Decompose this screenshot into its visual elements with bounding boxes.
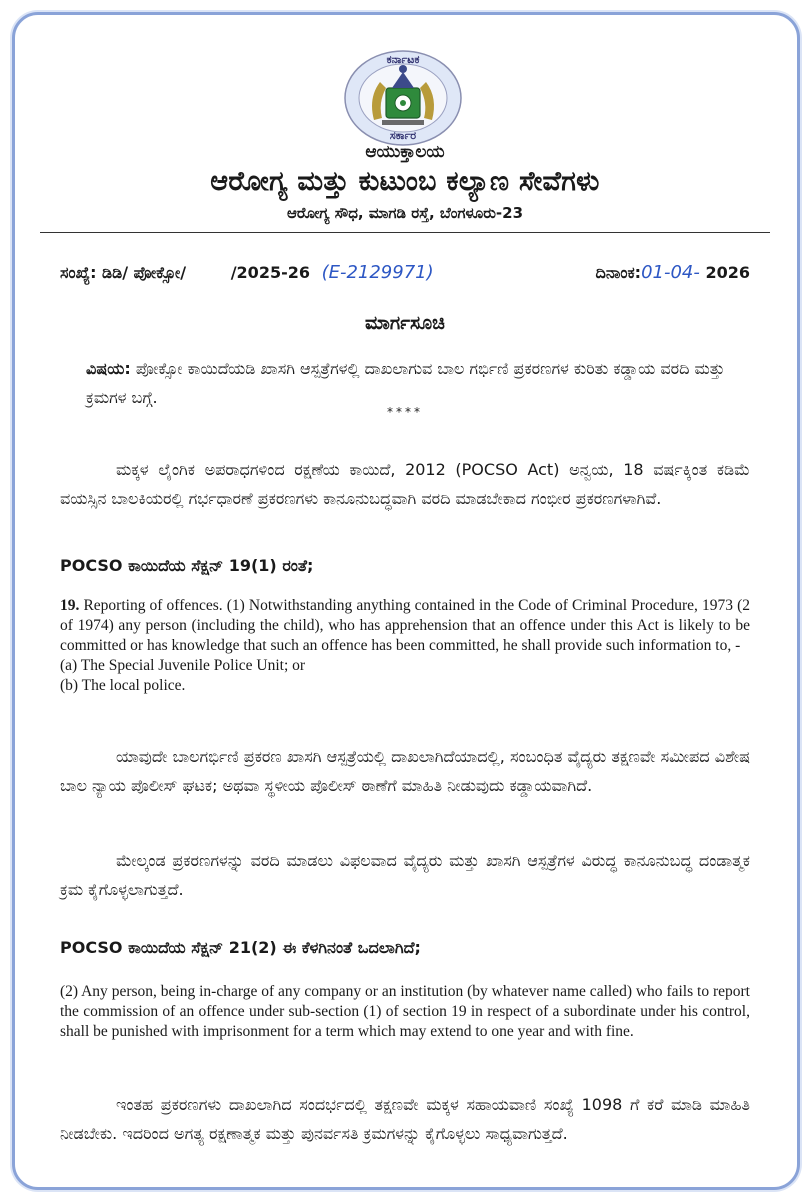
section-19-heading: POCSO ಕಾಯಿದೆಯ ಸೆಕ್ಷನ್ 19(1) ರಂತೆ; [60, 556, 314, 575]
subject-text: ಪೋಕ್ಸೋ ಕಾಯಿದೆಯಡಿ ಖಾಸಗಿ ಆಸ್ಪತ್ರೆಗಳಲ್ಲಿ ದಾಖಲಾಗುವ ಬಾಲ ಗರ್ಭಿಣಿ ಪ್ರಕರಣಗಳ ಕುರಿತು ಕಡ್ಡಾಯ ವರದಿ ಮತ್ತು ಕ್ರಮಗಳ ಬಗ್ಗೆ. [86, 359, 725, 407]
karnataka-emblem-icon [342, 48, 464, 148]
date-label: ದಿನಾಂಕ: [595, 263, 642, 282]
section-19-item-b: (b) The local police. [60, 677, 186, 694]
emblem-text-top: ಕರ್ನಾಟಕ [386, 53, 420, 66]
emblem-text-bottom: ಸರ್ಕಾರ [389, 129, 417, 142]
document-title: ಮಾರ್ಗಸೂಚಿ [365, 312, 445, 334]
section-19-text [60, 596, 750, 696]
office-name: ಆಯುಕ್ತಾಲಯ [365, 142, 445, 162]
office-address: ಆರೋಗ್ಯ ಸೌಧ, ಮಾಗಡಿ ರಸ್ತೆ, ಬೆಂಗಳೂರು-23 [286, 204, 524, 222]
section-21-text: (2) Any person, being in-charge of any company or an institution (by whatever name called) who fails to report the commission of an offence under sub-section (1) of section 19 in respect of a subordinate under his control, shall be punished with imprisonment for a term which may extend to one year and with fine. [60, 983, 750, 1040]
subject-separator: **** [387, 405, 423, 419]
paragraph-penalty: ಮೇಲ್ಕಂಡ ಪ್ರಕರಣಗಳನ್ನು ವರದಿ ಮಾಡಲು ವಿಫಲವಾದ ವೈದ್ಯರು ಮತ್ತು ಖಾಸಗಿ ಆಸ್ಪತ್ರೆಗಳ ವಿರುದ್ಧ ಕಾನೂನುಬದ್ಧ ದಂಡಾತ್ಮಕ ಕ್ರಮ ಕೈಗೊಳ್ಳಲಾಗುತ್ತದೆ. [60, 851, 750, 899]
paragraph-intro: ಮಕ್ಕಳ ಲೈಂಗಿಕ ಅಪರಾಧಗಳಿಂದ ರಕ್ಷಣೆಯ ಕಾಯಿದೆ, 2012 (POCSO Act) ಅನ್ವಯ, 18 ವರ್ಷಕ್ಕಿಂತ ಕಡಿಮೆ ವಯಸ್ಸಿನ ಬಾಲಕಿಯರಲ್ಲಿ ಗರ್ಭಧಾರಣೆ ಪ್ರಕರಣಗಳು ಕಾನೂನುಬದ್ಧವಾಗಿ ವರದಿ ಮಾಡಬೇಕಾದ ಗಂಭೀರ ಪ್ರಕರಣಗಳಾಗಿವೆ. [60, 460, 750, 508]
section-19-number: 19. [60, 597, 80, 614]
paragraph-reporting: ಯಾವುದೇ ಬಾಲಗರ್ಭಿಣಿ ಪ್ರಕರಣ ಖಾಸಗಿ ಆಸ್ಪತ್ರೆಯಲ್ಲಿ ದಾಖಲಾಗಿದೆಯಾದಲ್ಲಿ, ಸಂಬಂಧಿತ ವೈದ್ಯರು ತಕ್ಷಣವೇ ಸಮೀಪದ ವಿಶೇಷ ಬಾಲ ನ್ಯಾಯ ಪೊಲೀಸ್ ಘಟಕ; ಅಥವಾ ಸ್ಥಳೀಯ ಪೊಲೀಸ್ ಠಾಣೆಗೆ ಮಾಹಿತಿ ನೀಡುವುದು ಕಡ್ಡಾಯವಾಗಿದೆ. [60, 747, 750, 795]
reference-number [60, 262, 434, 283]
section-21-heading: POCSO ಕಾಯಿದೆಯ ಸೆಕ್ಷನ್ 21(2) ಈ ಕೆಳಗಿನಂತೆ ಒದಲಾಗಿದೆ; [60, 938, 421, 957]
date-year: 2026 [705, 263, 750, 282]
date-handwritten: 01-04- [641, 262, 700, 283]
document-date [596, 262, 751, 283]
section-19-item-a: (a) The Special Juvenile Police Unit; or [60, 657, 306, 674]
reference-label: ಸಂಖ್ಯೆ: ಡಿಡಿ/ ಪೋಕ್ಸೋ/ [60, 263, 187, 282]
header-divider [40, 232, 770, 233]
subject-label: ವಿಷಯ: [86, 359, 131, 378]
handwritten-file-number: (E-2129971) [321, 262, 434, 283]
subject-block [86, 354, 746, 412]
department-name: ಆರೋಗ್ಯ ಮತ್ತು ಕುಟುಂಬ ಕಲ್ಯಾಣ ಸೇವೆಗಳು [210, 166, 600, 197]
reference-year: /2025-26 [230, 263, 310, 282]
section-19-body: Reporting of offences. (1) Notwithstanding anything contained in the Code of Criminal Procedure, 1973 (2 of 1974) any person (including the child), who has apprehension that an offence under this Act is likely to be committed or has knowledge that such an offence has been committed, he shall provide such information to, - [60, 597, 750, 654]
paragraph-helpline: ಇಂತಹ ಪ್ರಕರಣಗಳು ದಾಖಲಾಗಿದ ಸಂದರ್ಭದಲ್ಲಿ ತಕ್ಷಣವೇ ಮಕ್ಕಳ ಸಹಾಯವಾಣಿ ಸಂಖ್ಯೆ 1098 ಗೆ ಕರೆ ಮಾಡಿ ಮಾಹಿತಿ ನೀಡಬೇಕು. ಇದರಿಂದ ಅಗತ್ಯ ರಕ್ಷಣಾತ್ಮಕ ಮತ್ತು ಪುನರ್ವಸತಿ ಕ್ರಮಗಳನ್ನು ಕೈಗೊಳ್ಳಲು ಸಾಧ್ಯವಾಗುತ್ತದೆ. [60, 1095, 750, 1143]
